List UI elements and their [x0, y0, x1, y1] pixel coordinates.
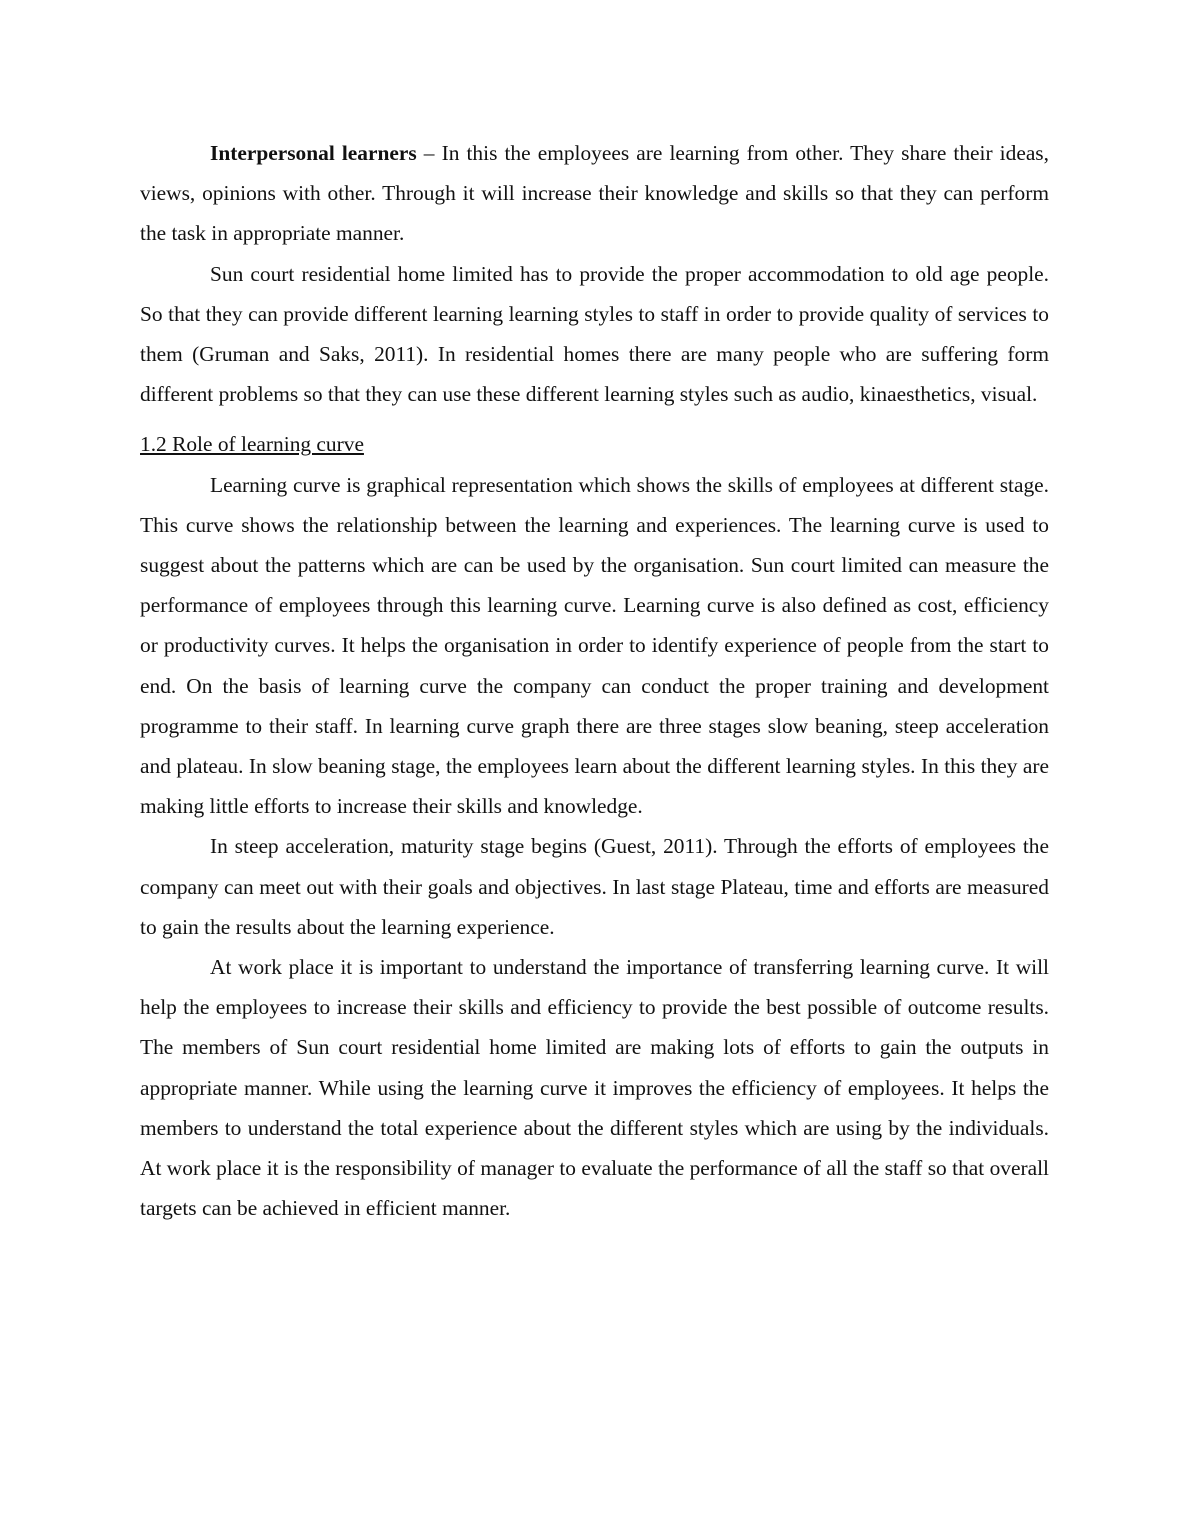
paragraph-sun-court: Sun court residential home limited has to provide the proper accommodation to old age people. So that they can provide different learning learning styles to staff in order to provide quality of services to them (Gruman and Saks, 2011). In residential homes there are many people who are suffering form different problems so that they can use these different learning styles such as audio, kinaesthetics, visual.	[140, 261, 1049, 407]
paragraph-body: – In this the employees are learning from other. They share their ideas, views, opinions with other. Through it will increase their knowledge and skills so that they can perform the task in appropriate manner.	[140, 141, 1049, 246]
paragraph-steep-acceleration: In steep acceleration, maturity stage begins (Guest, 2011). Through the efforts of employees the company can meet out with their goals and objectives. In last stage Plateau, time and efforts are measured to gain the results about the learning experience.	[140, 834, 1049, 939]
section-heading: 1.2 Role of learning curve	[140, 432, 364, 457]
paragraph-interpersonal-learners	[140, 133, 1049, 254]
paragraph-work-place: At work place it is important to understand the importance of transferring learning curve. It will help the employees to increase their skills and efficiency to provide the best possible of outcome results. The members of Sun court residential home limited are making lots of efforts to gain the outputs in appropriate manner. While using the learning curve it improves the efficiency of employees. It helps the members to understand the total experience about the different styles which are using by the individuals. At work place it is the responsibility of manager to evaluate the performance of all the staff so that overall targets can be achieved in efficient manner.	[140, 955, 1049, 1221]
paragraph-lead-term: Interpersonal learners	[210, 141, 417, 165]
paragraph-learning-curve: Learning curve is graphical representation which shows the skills of employees at different stage. This curve shows the relationship between the learning and experiences. The learning curve is used to suggest about the patterns which are can be used by the organisation. Sun court limited can measure the performance of employees through this learning curve. Learning curve is also defined as cost, efficiency or productivity curves. It helps the organisation in order to identify experience of people from the start to end. On the basis of learning curve the company can conduct the proper training and development programme to their staff. In learning curve graph there are three stages slow beaning, steep acceleration and plateau. In slow beaning stage, the employees learn about the different learning styles. In this they are making little efforts to increase their skills and knowledge.	[140, 472, 1049, 819]
document-page	[140, 133, 1049, 1228]
